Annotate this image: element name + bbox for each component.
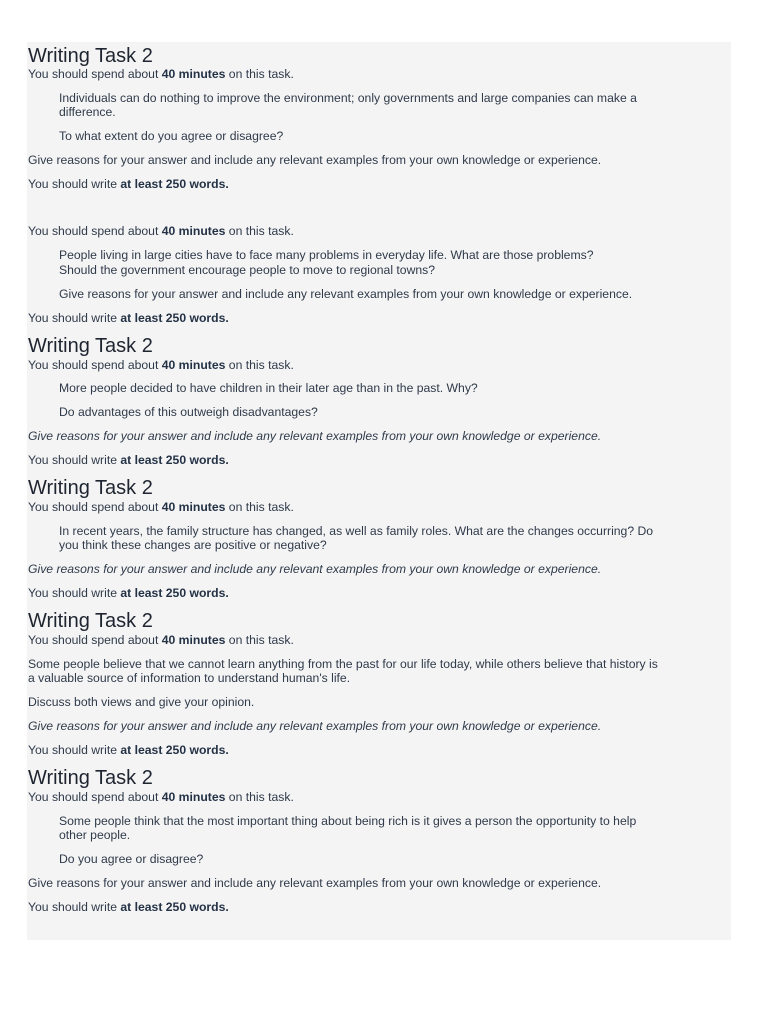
task-3-reasons-instruction: Give reasons for your answer and include any relevant examples from your own knowledge or experience. [28,429,602,443]
task-3-word-count: You should write at least 250 words. [28,453,229,467]
task-1-reasons-instruction: Give reasons for your answer and include any relevant examples from your own knowledge or experience. [28,153,602,167]
task-6-prompt-line-1: Some people think that the most important thing about being rich is it gives a person the opportunity to help [59,814,637,828]
task-5-word-count: You should write at least 250 words. [28,743,229,757]
task-2-word-count: You should write at least 250 words. [28,311,229,325]
task-2-reasons-instruction: Give reasons for your answer and include any relevant examples from your own knowledge or experience. [59,287,633,301]
task-2-prompt-line-2: Should the government encourage people to move to regional towns? [59,263,436,277]
task-1-question: To what extent do you agree or disagree? [59,129,284,143]
task-2-prompt-line-1: People living in large cities have to face many problems in everyday life. What are those problems? [59,248,594,262]
task-6-time-instruction: You should spend about 40 minutes on this task. [28,790,294,804]
task-5-title: Writing Task 2 [28,610,153,632]
task-5-reasons-instruction: Give reasons for your answer and include any relevant examples from your own knowledge or experience. [28,719,602,733]
task-4-word-count: You should write at least 250 words. [28,586,229,600]
task-3-prompt-line-1: More people decided to have children in their later age than in the past. Why? [59,381,478,395]
task-4-reasons-instruction: Give reasons for your answer and include any relevant examples from your own knowledge or experience. [28,562,602,576]
task-3-time-instruction: You should spend about 40 minutes on this task. [28,358,294,372]
task-6-title: Writing Task 2 [28,767,153,789]
task-4-time-instruction: You should spend about 40 minutes on this task. [28,500,294,514]
task-5-prompt-line-1: Some people believe that we cannot learn anything from the past for our life today, while others believe that history is [28,657,658,671]
task-6-question: Do you agree or disagree? [59,852,204,866]
task-3-title: Writing Task 2 [28,335,153,357]
task-2-time-instruction: You should spend about 40 minutes on this task. [28,224,294,238]
task-1-prompt-line-2: difference. [59,105,116,119]
task-1-time-instruction: You should spend about 40 minutes on this task. [28,67,294,81]
task-6-word-count: You should write at least 250 words. [28,900,229,914]
task-5-question: Discuss both views and give your opinion. [28,695,255,709]
task-1-title: Writing Task 2 [28,45,153,67]
task-6-prompt-line-2: other people. [59,828,131,842]
task-1-word-count: You should write at least 250 words. [28,177,229,191]
task-4-prompt-line-1: In recent years, the family structure has changed, as well as family roles. What are the changes occurring? Do [59,524,654,538]
task-4-title: Writing Task 2 [28,477,153,499]
task-5-prompt-line-2: a valuable source of information to understand human's life. [28,671,351,685]
task-6-reasons-instruction: Give reasons for your answer and include any relevant examples from your own knowledge or experience. [28,876,602,890]
task-1-prompt-line-1: Individuals can do nothing to improve the environment; only governments and large companies can make a [59,91,637,105]
task-3-question: Do advantages of this outweigh disadvantages? [59,405,318,419]
task-4-prompt-line-2: you think these changes are positive or negative? [59,538,327,552]
task-5-time-instruction: You should spend about 40 minutes on this task. [28,633,294,647]
